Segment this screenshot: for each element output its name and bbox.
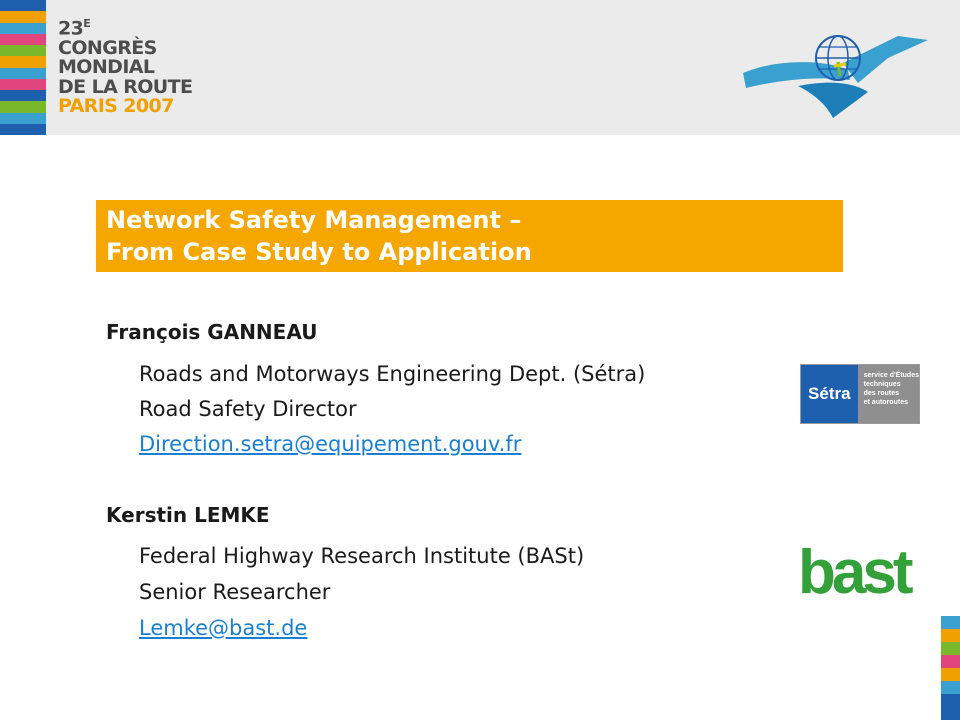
author-name: François GANNEAU <box>106 320 318 344</box>
color-stripe <box>941 655 960 668</box>
globe-road-logo <box>738 18 938 130</box>
author-role: Road Safety Director <box>139 397 357 421</box>
color-stripe <box>0 34 46 45</box>
color-stripe <box>941 629 960 642</box>
color-stripe <box>0 11 46 22</box>
color-stripe <box>941 707 960 720</box>
setra-tagline-line: et autoroutes <box>863 399 908 406</box>
color-stripe <box>0 0 46 11</box>
color-stripe <box>0 23 46 34</box>
slide-title-line2: From Case Study to Application <box>106 238 532 266</box>
header-band <box>0 0 960 135</box>
setra-logo-tagline <box>858 365 919 423</box>
author-email-link[interactable]: Lemke@bast.de <box>139 616 308 640</box>
color-stripe <box>941 694 960 707</box>
setra-logo-label: Sétra <box>801 365 858 423</box>
color-stripe <box>0 79 46 90</box>
congress-line-congres: CONGRÈS <box>58 36 157 59</box>
color-stripe <box>0 101 46 112</box>
setra-logo <box>800 364 920 424</box>
author-role: Senior Researcher <box>139 580 331 604</box>
setra-tagline-line: service d'Études <box>863 372 919 379</box>
color-stripe <box>0 68 46 79</box>
author-affiliation: Roads and Motorways Engineering Dept. (Sétra) <box>139 362 646 386</box>
author-name: Kerstin LEMKE <box>106 503 270 527</box>
color-stripe <box>941 681 960 694</box>
author-email-link[interactable]: Direction.setra@equipement.gouv.fr <box>139 432 522 456</box>
setra-tagline-line: des routes <box>863 390 900 397</box>
color-stripe <box>0 45 46 56</box>
color-stripes-left <box>0 0 46 135</box>
setra-tagline-line: techniques <box>863 381 901 388</box>
color-stripe <box>0 90 46 101</box>
color-stripe <box>941 668 960 681</box>
color-stripe <box>0 113 46 124</box>
color-stripes-right <box>941 616 960 720</box>
color-stripe <box>941 616 960 629</box>
author-affiliation: Federal Highway Research Institute (BASt) <box>139 544 585 568</box>
congress-line-paris-2007: PARIS 2007 <box>58 95 174 118</box>
congress-line-mondial: MONDIAL <box>58 56 155 79</box>
congress-line-de-la-route: DE LA ROUTE <box>58 75 193 98</box>
color-stripe <box>0 124 46 135</box>
slide-title <box>96 200 843 272</box>
congress-line-number: $23^E$ <box>58 17 91 40</box>
bast-logo: bast <box>798 538 910 607</box>
color-stripe <box>0 56 46 67</box>
color-stripe <box>941 642 960 655</box>
congress-title <box>58 14 228 117</box>
slide-title-line1: Network Safety Management – <box>106 206 522 234</box>
